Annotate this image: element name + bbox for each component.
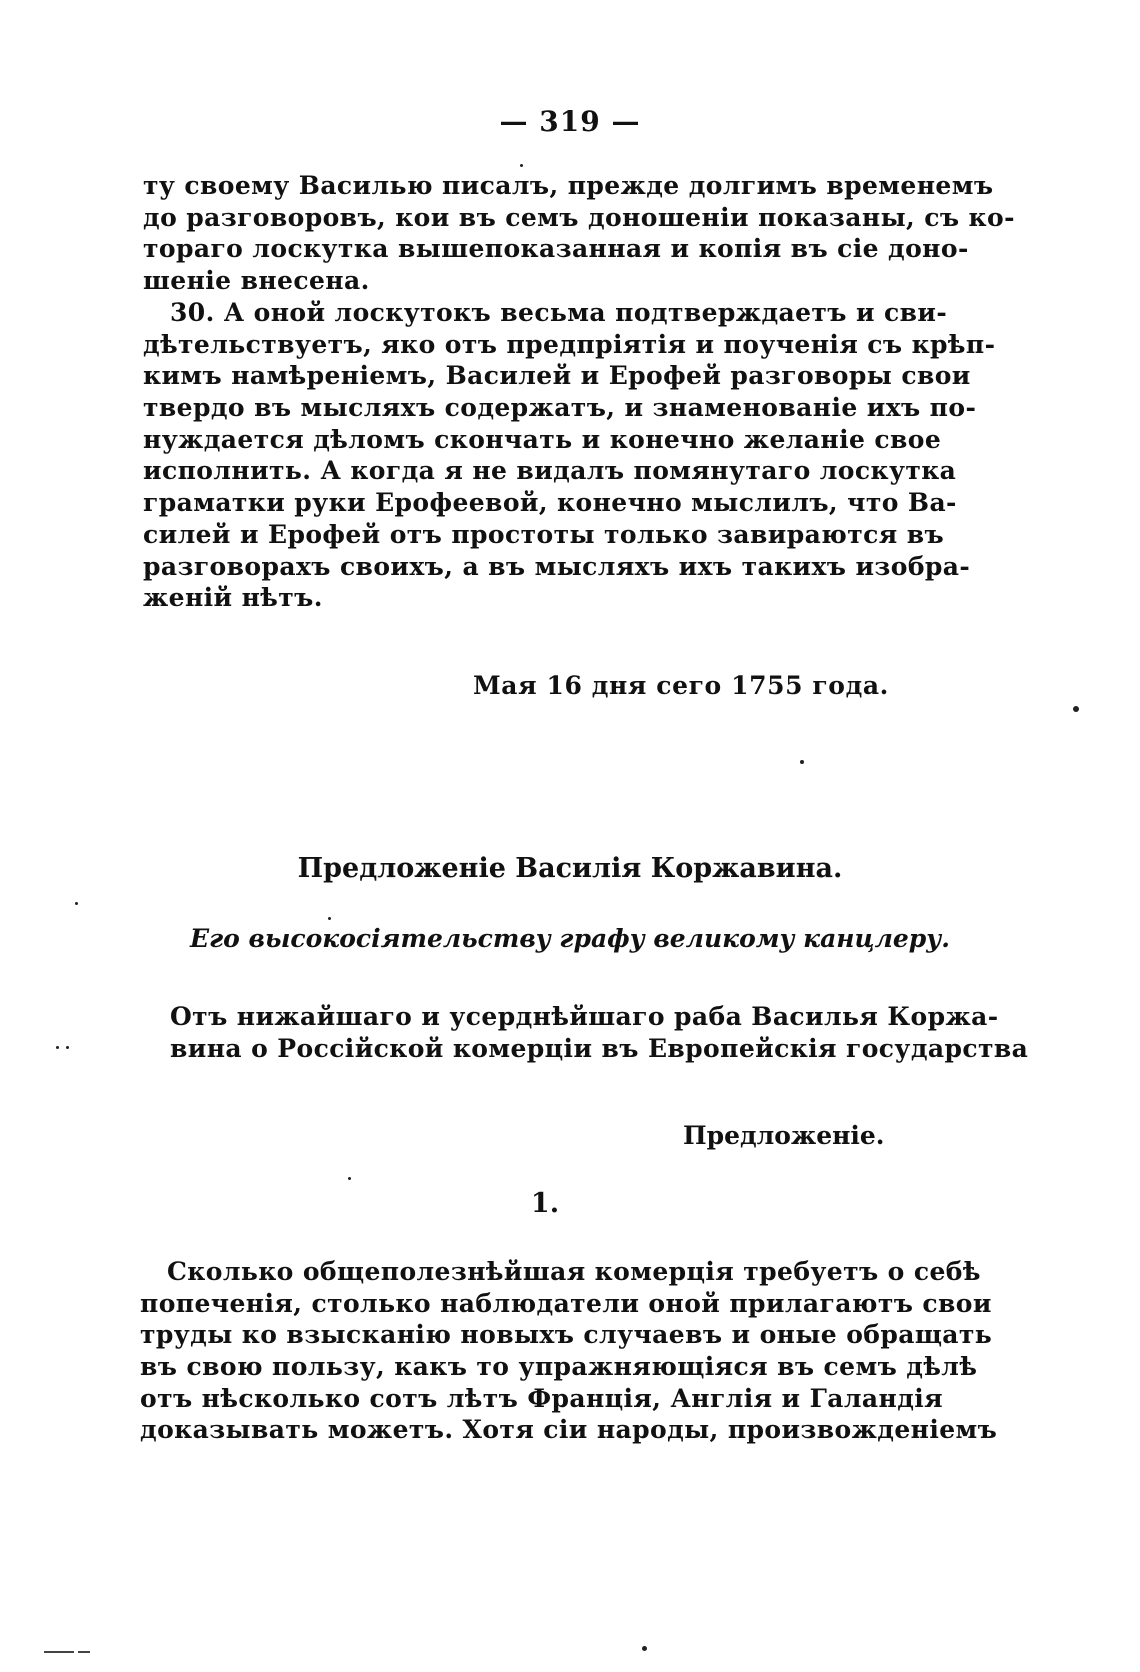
text-line: отъ нѣсколько сотъ лѣтъ Франція, Англія и Галандія: [140, 1383, 944, 1413]
text-line: твердо въ мысляхъ содержатъ, и знаменованіе ихъ по-: [143, 393, 977, 423]
text-line: въ свою пользу, какъ то упражняющіяся въ семъ дѣлѣ: [140, 1352, 978, 1382]
text-line: Сколько общеполезнѣйшая комерція требуетъ о себѣ: [167, 1257, 981, 1286]
text-line: исполнить. А когда я не видалъ помянутаго лоскутка: [143, 456, 957, 486]
text-line: 30. А оной лоскутокъ весьма подтверждаетъ и сви-: [170, 298, 948, 327]
text-line: попеченія, столько наблюдатели оной прилагаютъ свои: [140, 1288, 992, 1318]
scan-mark: [78, 1651, 90, 1653]
text-line: разговорахъ своихъ, а въ мысляхъ ихъ такихъ изобра-: [143, 551, 971, 581]
scan-speck: [348, 1177, 351, 1180]
scan-speck: [328, 917, 331, 920]
paragraph-continued: [143, 170, 1015, 297]
scan-mark: [44, 1651, 74, 1653]
text-line: граматки руки Ерофеевой, конечно мыслилъ, что Ва-: [143, 488, 957, 518]
paragraph-30: [143, 297, 996, 614]
paragraph-1: [140, 1256, 998, 1446]
text-line: труды ко взысканію новыхъ случаевъ и оные обращать: [140, 1320, 993, 1350]
text-line: Отъ нижайшаго и усерднѣйшаго раба Василья Коржа-: [170, 1002, 999, 1031]
scan-speck: [56, 1046, 59, 1049]
scan-speck: [66, 1046, 69, 1049]
text-line: дѣтельствуетъ, яко отъ предпріятія и поученія съ крѣп-: [143, 329, 996, 359]
scan-speck: [800, 760, 804, 764]
text-line: шеніе внесена.: [143, 266, 370, 296]
text-line: тораго лоскутка вышепоказанная и копія въ сіе доно-: [143, 234, 969, 264]
text-line: до разговоровъ, кои въ семъ доношеніи показаны, съ ко-: [143, 202, 1015, 232]
proposal-word: Предложеніе.: [683, 1121, 885, 1150]
text-line: силей и Ерофей отъ простоты только завираются въ: [143, 519, 945, 549]
scan-speck: [1073, 706, 1079, 712]
section-heading: Предложеніе Василія Коржавина.: [297, 853, 843, 884]
scan-speck: [520, 164, 523, 167]
scan-speck: [75, 902, 78, 905]
text-line: нуждается дѣломъ скончать и конечно желаніе свое: [143, 424, 942, 454]
text-line: вина о Россійской комерціи въ Европейскія государства: [170, 1034, 1029, 1063]
date-line: Мая 16 дня сего 1755 года.: [473, 671, 889, 700]
text-line: ту своему Василью писалъ, прежде долгимъ временемъ: [143, 171, 994, 200]
scan-speck: [642, 1646, 647, 1651]
page-number: — 319 —: [499, 105, 641, 138]
address-line: Его высокосіятельству графу великому канцлеру.: [190, 924, 950, 953]
text-line: кимъ намѣреніемъ, Василей и Ерофей разговоры свои: [143, 361, 971, 391]
text-line: доказывать можетъ. Хотя сіи народы, произвожденіемъ: [140, 1415, 998, 1445]
section-number: 1.: [530, 1188, 560, 1219]
text-line: женій нѣтъ.: [143, 583, 323, 613]
from-lines: [170, 1001, 1029, 1065]
